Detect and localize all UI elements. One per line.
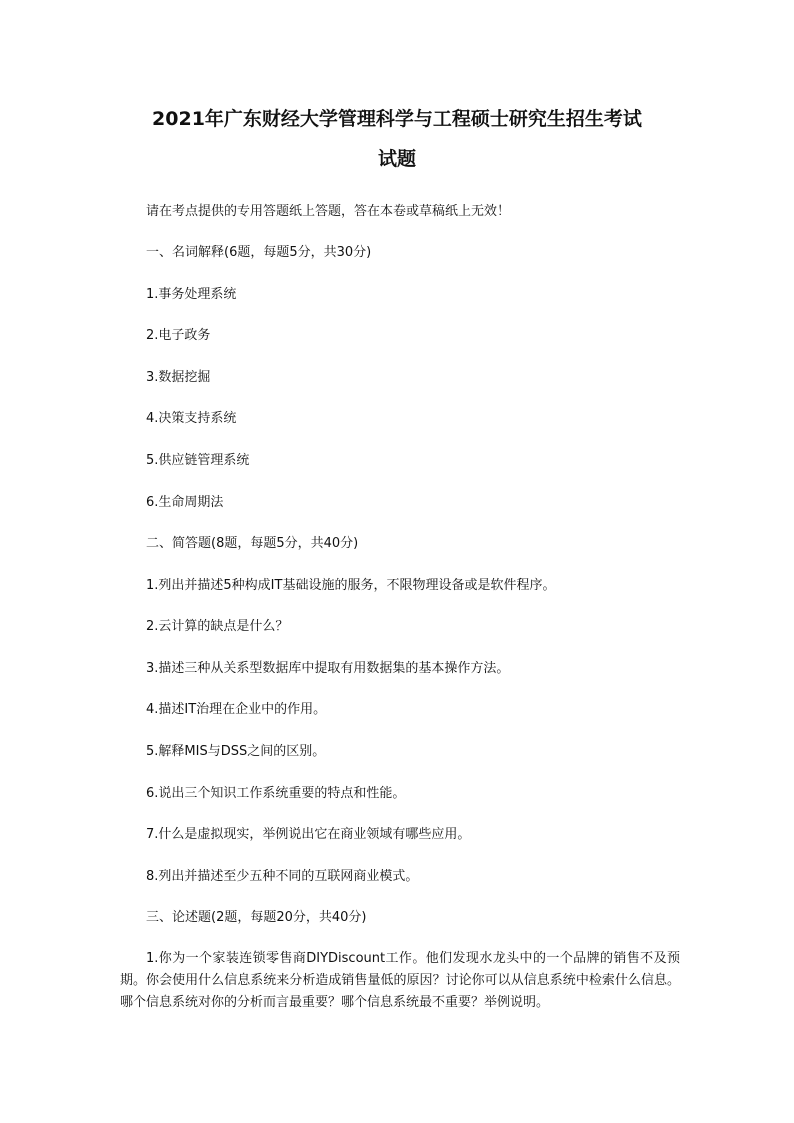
question-item: 2.云计算的缺点是什么？ [146,619,289,634]
essay-question-paragraph: 1.你为一个家装连锁零售商DIYDiscount工作。他们发现水龙头中的一个品牌的销售不及预期。你会使用什么信息系统来分析造成销售量低的原因？讨论你可以从信息系统中检索什么信息。哪个信息系统对你的分析而言最重要？哪个信息系统最不重要？举例说明。 [120,951,680,1010]
section-heading-short-answer: 二、简答题(8题，每题5分，共40分) [146,536,359,551]
question-item: 4.决策支持系统 [146,411,237,426]
question-item: 4.描述IT治理在企业中的作用。 [146,702,327,717]
exam-instruction: 请在考点提供的专用答题纸上答题，答在本卷或草稿纸上无效！ [146,204,511,219]
question-item: 8.列出并描述至少五种不同的互联网商业模式。 [146,869,419,884]
question-item: 5.解释MIS与DSS之间的区别。 [146,744,326,759]
question-item: 6.说出三个知识工作系统重要的特点和性能。 [146,786,406,801]
page-title: 2021年广东财经大学管理科学与工程硕士研究生招生考试 [152,108,642,130]
question-item: 3.描述三种从关系型数据库中提取有用数据集的基本操作方法。 [146,661,510,676]
section-heading-definitions: 一、名词解释(6题，每题5分，共30分) [146,245,372,260]
section-heading-essay: 三、论述题(2题，每题20分，共40分) [146,910,367,925]
question-item: 1.事务处理系统 [146,287,237,302]
question-item: 6.生命周期法 [146,495,224,510]
question-item: 5.供应链管理系统 [146,453,250,468]
question-item: 3.数据挖掘 [146,370,211,385]
question-item: 7.什么是虚拟现实，举例说出它在商业领域有哪些应用。 [146,827,471,842]
question-item: 1.列出并描述5种构成IT基础设施的服务，不限物理设备或是软件程序。 [146,578,556,593]
question-item: 2.电子政务 [146,328,211,343]
page-title-continued: 试题 [377,148,416,170]
